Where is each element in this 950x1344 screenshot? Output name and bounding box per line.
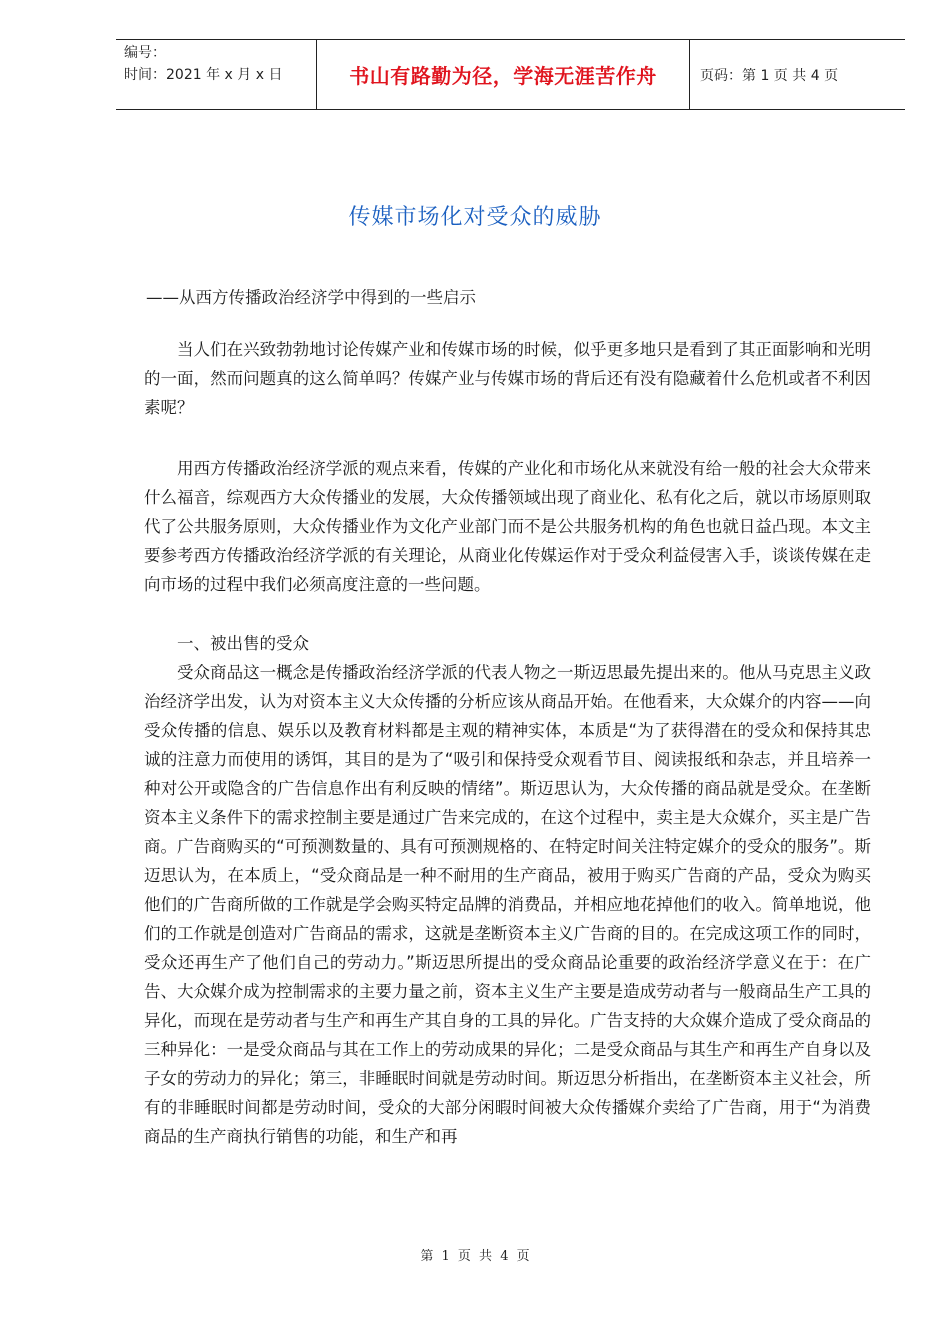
document-subtitle: ——从西方传播政治经济学中得到的一些启示 [146,288,476,307]
document-body [144,335,871,1151]
paragraph-viewpoint: 用西方传播政治经济学派的观点来看，传媒的产业化和市场化从来就没有给一般的社会大众带来什么福音，综观西方大众传播业的发展，大众传播领域出现了商业化、私有化之后，就以市场原则取代了公共服务原则，大众传播业作为文化产业部门而不是公共服务机构的角色也就日益凸现。本文主要参考西方传播政治经济学派的有关理论，从商业化传媒运作对于受众利益侵害入手，谈谈传媒在走向市场的过程中我们必须高度注意的一些问题。 [144,459,871,594]
document-number-label: 编号： [124,45,166,61]
header-meta [116,40,316,109]
document-title: 传媒市场化对受众的威胁 [348,205,602,230]
section-heading: 一、被出售的受众 [177,634,309,653]
page-footer: 第 1 页 共 4 页 [420,1249,530,1264]
header-page-info: 页码：第 1 页 共 4 页 [700,67,839,84]
page-header [116,39,905,110]
document-time-label: 时间：2021 年 x 月 x 日 [124,67,283,83]
paragraph-intro: 当人们在兴致勃勃地讨论传媒产业和传媒市场的时候，似乎更多地只是看到了其正面影响和光明的一面，然而问题真的这么简单吗？传媒产业与传媒市场的背后还有没有隐藏着什么危机或者不利因素呢？ [144,340,871,417]
header-motto: 书山有路勤为径，学海无涯苦作舟 [316,40,690,109]
section-paragraph: 受众商品这一概念是传播政治经济学派的代表人物之一斯迈思最先提出来的。他从马克思主义政治经济学出发，认为对资本主义大众传播的分析应该从商品开始。在他看来，大众媒介的内容——向受众传播的信息、娱乐以及教育材料都是主观的精神实体，本质是“为了获得潜在的受众和保持其忠诚的注意力而使用的诱饵，其目的是为了“吸引和保持受众观看节目、阅读报纸和杂志，并且培养一种对公开或隐含的广告信息作出有利反映的情绪”。斯迈思认为，大众传播的商品就是受众。在垄断资本主义条件下的需求控制主要是通过广告来完成的，在这个过程中，卖主是大众媒介，买主是广告商。广告商购买的“可预测数量的、具有可预测规格的、在特定时间关注特定媒介的受众的服务”。斯迈思认为，在本质上，“受众商品是一种不耐用的生产商品，被用于购买广告商的产品，受众为购买他们的广告商所做的工作就是学会购买特定品牌的消费品，并相应地花掉他们的收入。简单地说，他们的工作就是创造对广告商品的需求，这就是垄断资本主义广告商的目的。在完成这项工作的同时，受众还再生产了他们自己的劳动力。”斯迈思所提出的受众商品论重要的政治经济学意义在于：在广告、大众媒介成为控制需求的主要力量之前，资本主义生产主要是造成劳动者与一般商品生产工具的异化，而现在是劳动者与生产和再生产其自身的工具的异化。广告支持的大众媒介造成了受众商品的三种异化：一是受众商品与其在工作上的劳动成果的异化；二是受众商品与其生产和再生产自身以及子女的劳动力的异化；第三，非睡眠时间就是劳动时间。斯迈思分析指出，在垄断资本主义社会，所有的非睡眠时间都是劳动时间，受众的大部分闲暇时间被大众传播媒介卖给了广告商，用于“为消费商品的生产商执行销售的功能，和生产和再 [144,663,871,1146]
